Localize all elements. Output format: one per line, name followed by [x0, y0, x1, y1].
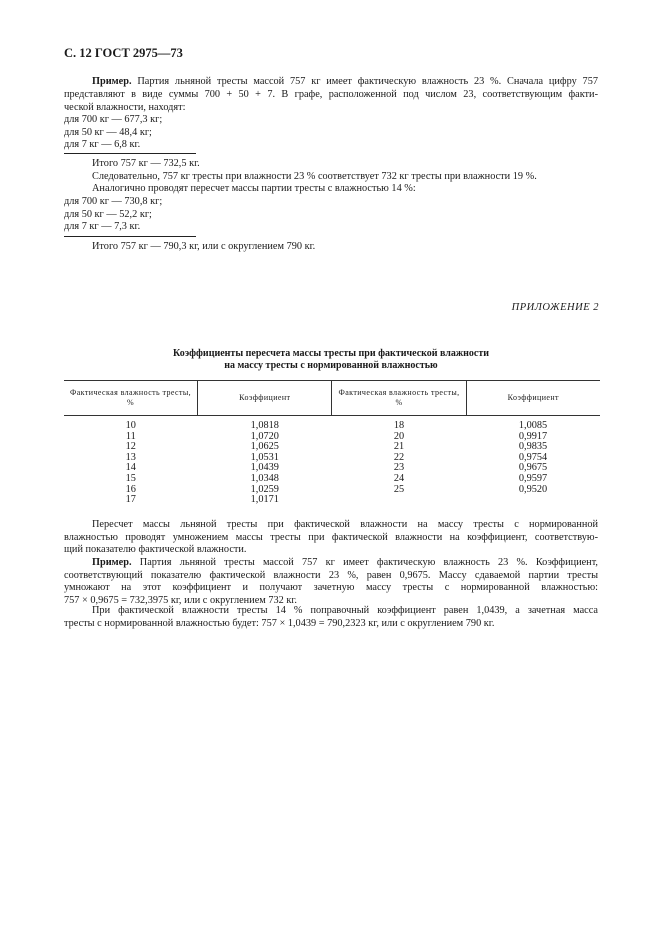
example-1-cont [64, 89, 598, 152]
recalc-paragraph: Пересчет массы льняной тресты при фактической влажности на массу тресты с нормированной влажностью проводят умножением массы тресты при фактической влажности на коэффициент, соответствую- щий показателю фактической влажности. [64, 519, 598, 556]
list-2 [64, 196, 570, 234]
list-item: для 7 кг — 6,8 кг. [64, 139, 141, 151]
sum-rule [64, 153, 196, 154]
total-1: Итого 757 кг — 732,5 кг. Следовательно, 757 кг тресты при влажности 23 % соответствует 732 кг тресты при влажности 19 %. Аналогично проводят пересчет массы партии тресты с влажностью 14 %: [92, 158, 598, 196]
conclusion: Следовательно, 757 кг тресты при влажности 23 % соответствует 732 кг тресты при влажности 19 %. [92, 170, 537, 182]
example-1-line-2: представляют в виде суммы 700 + 50 + 7. В графе, расположенной под числом 23, соответствующим факти- [64, 89, 598, 100]
table-row: 14 1,0439 23 0,9675 [125, 462, 548, 474]
example-1-line-3: ческой влажности, находят: [64, 101, 186, 113]
table-row: 17 1,0171 [125, 494, 279, 506]
table-row: 10 1,0818 18 1,0085 [125, 420, 548, 431]
column-header: Фактическая влажность тресты, % [332, 381, 466, 416]
column-header: Коэффициент [466, 381, 600, 416]
list-item: для 700 кг — 677,3 кг; [64, 114, 163, 126]
example-2: Пример. Партия льняной тресты массой 757 кг имеет фактическую влажность 23 %. Коэффициент, соответствующий показателю фактической влажности 23 %, равен 0,9675. Массу сдаваемой партии тресты умножают на этот коэффициент и получают зачетную массу тресты с нормированной влажностью: 757 × 0,9675 = 732,3975 кг, или с округлением 732 кг. [64, 557, 598, 606]
sum-rule [64, 236, 196, 237]
list-item: для 50 кг — 52,2 кг; [64, 208, 152, 220]
table-row: 16 1,0259 25 0,9520 [125, 483, 548, 495]
example-label: Пример. [92, 76, 132, 87]
table-row: 15 1,0348 24 0,9597 [125, 472, 548, 484]
example-label: Пример. [92, 557, 132, 568]
appendix-label: ПРИЛОЖЕНИЕ 2 [511, 302, 599, 313]
table-title: Коэффициенты пересчета массы тресты при фактической влажности на массу тресты с нормированной влажностью [172, 348, 490, 371]
table-row: 13 1,0531 22 0,9754 [125, 451, 548, 463]
table-row: 12 1,0625 21 0,9835 [125, 441, 548, 453]
total-2: Итого 757 кг — 790,3 кг, или с округлением 790 кг. [92, 241, 316, 252]
column-header: Фактическая влажность тресты, % [64, 381, 198, 416]
example-1 [92, 76, 598, 89]
list-item: для 700 кг — 730,8 кг; [64, 196, 163, 207]
list-item: для 50 кг — 48,4 кг; [64, 126, 152, 138]
example-1-line-1: Пример. Партия льняной тресты массой 757 кг имеет фактическую влажность 23 %. Сначала цифру 757 [92, 76, 598, 87]
similar-note: Аналогично проводят пересчет массы партии тресты с влажностью 14 %: [92, 183, 416, 195]
final-paragraph: При фактической влажности тресты 14 % поправочный коэффициент равен 1,0439, а зачетная масса тресты с нормированной влажностью будет: 757 × 1,0439 = 790,2323 кг, или с округлением 790 кг. [64, 605, 598, 629]
page-header: С. 12 ГОСТ 2975—73 [64, 46, 183, 60]
column-header: Коэффициент [198, 381, 332, 416]
list-item: для 7 кг — 7,3 кг. [64, 221, 141, 233]
table-row: 11 1,0720 20 0,9917 [125, 430, 548, 442]
coefficient-table [64, 380, 600, 506]
